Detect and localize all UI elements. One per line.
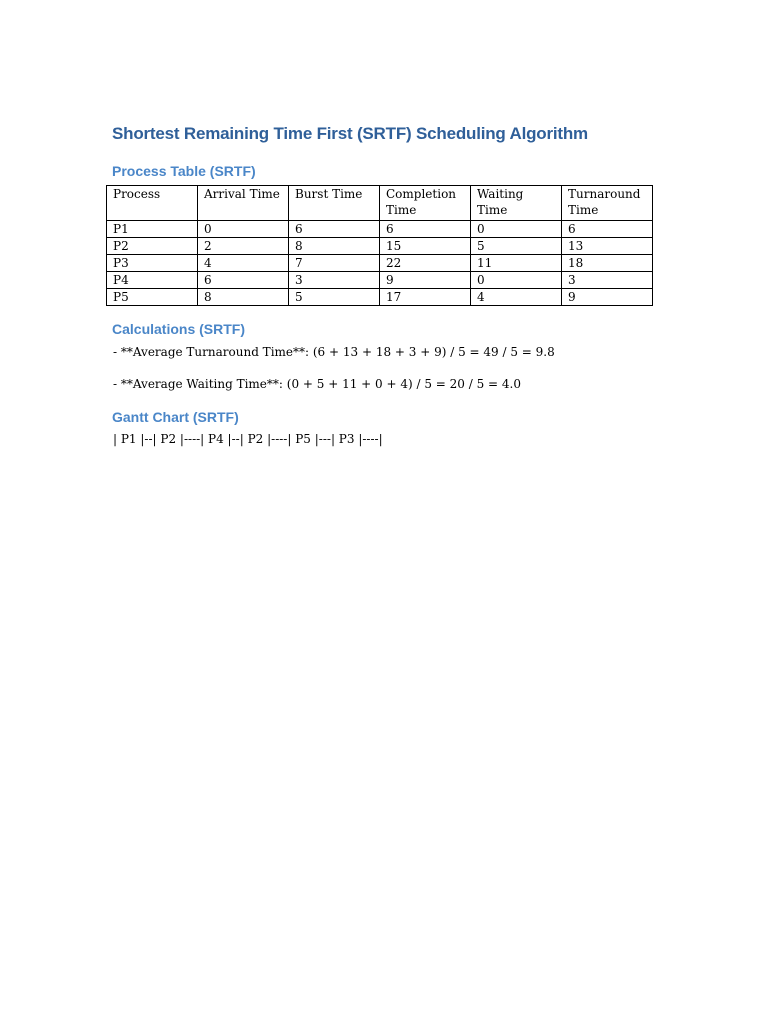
- table-row: [107, 272, 653, 289]
- table-cell: 4: [471, 289, 562, 306]
- column-header-completion-time: Completion Time: [380, 186, 471, 221]
- table-row: [107, 238, 653, 255]
- table-row: [107, 221, 653, 238]
- table-header-row: [107, 186, 653, 221]
- average-waiting-time-line: - **Average Waiting Time**: (0 + 5 + 11 + 0 + 4) / 5 = 20 / 5 = 4.0: [113, 377, 522, 391]
- table-cell: 0: [198, 221, 289, 238]
- table-row: [107, 255, 653, 272]
- table-cell: 17: [380, 289, 471, 306]
- column-header-burst-time: Burst Time: [289, 186, 380, 221]
- table-cell: 7: [289, 255, 380, 272]
- table-cell: 3: [562, 272, 653, 289]
- table-cell: P4: [107, 272, 198, 289]
- column-header-waiting-time: Waiting Time: [471, 186, 562, 221]
- table-cell: 2: [198, 238, 289, 255]
- column-header-process: Process: [107, 186, 198, 221]
- table-cell: P5: [107, 289, 198, 306]
- average-turnaround-time-line: - **Average Turnaround Time**: (6 + 13 + 18 + 3 + 9) / 5 = 49 / 5 = 9.8: [113, 345, 555, 359]
- table-cell: 13: [562, 238, 653, 255]
- table-cell: 9: [562, 289, 653, 306]
- table-cell: P3: [107, 255, 198, 272]
- table-cell: 8: [198, 289, 289, 306]
- gantt-chart-line: | P1 |--| P2 |----| P4 |--| P2 |----| P5 |---| P3 |----|: [113, 432, 383, 446]
- process-table-heading: Process Table (SRTF): [112, 163, 256, 179]
- table-cell: 18: [562, 255, 653, 272]
- table-cell: 15: [380, 238, 471, 255]
- table-cell: 9: [380, 272, 471, 289]
- table-cell: 11: [471, 255, 562, 272]
- column-header-turnaround-time: Turnaround Time: [562, 186, 653, 221]
- table-cell: 6: [380, 221, 471, 238]
- table-cell: 8: [289, 238, 380, 255]
- column-header-arrival-time: Arrival Time: [198, 186, 289, 221]
- table-cell: 3: [289, 272, 380, 289]
- process-table: [106, 185, 653, 306]
- table-cell: P2: [107, 238, 198, 255]
- table-cell: 4: [198, 255, 289, 272]
- table-cell: 22: [380, 255, 471, 272]
- table-cell: 5: [471, 238, 562, 255]
- table-cell: 6: [562, 221, 653, 238]
- table-cell: 6: [198, 272, 289, 289]
- table-cell: 0: [471, 221, 562, 238]
- document-title: Shortest Remaining Time First (SRTF) Scheduling Algorithm: [112, 124, 588, 143]
- table-cell: P1: [107, 221, 198, 238]
- table-row: [107, 289, 653, 306]
- table-cell: 0: [471, 272, 562, 289]
- table-cell: 5: [289, 289, 380, 306]
- table-cell: 6: [289, 221, 380, 238]
- calculations-heading: Calculations (SRTF): [112, 321, 246, 337]
- gantt-chart-heading: Gantt Chart (SRTF): [112, 409, 239, 425]
